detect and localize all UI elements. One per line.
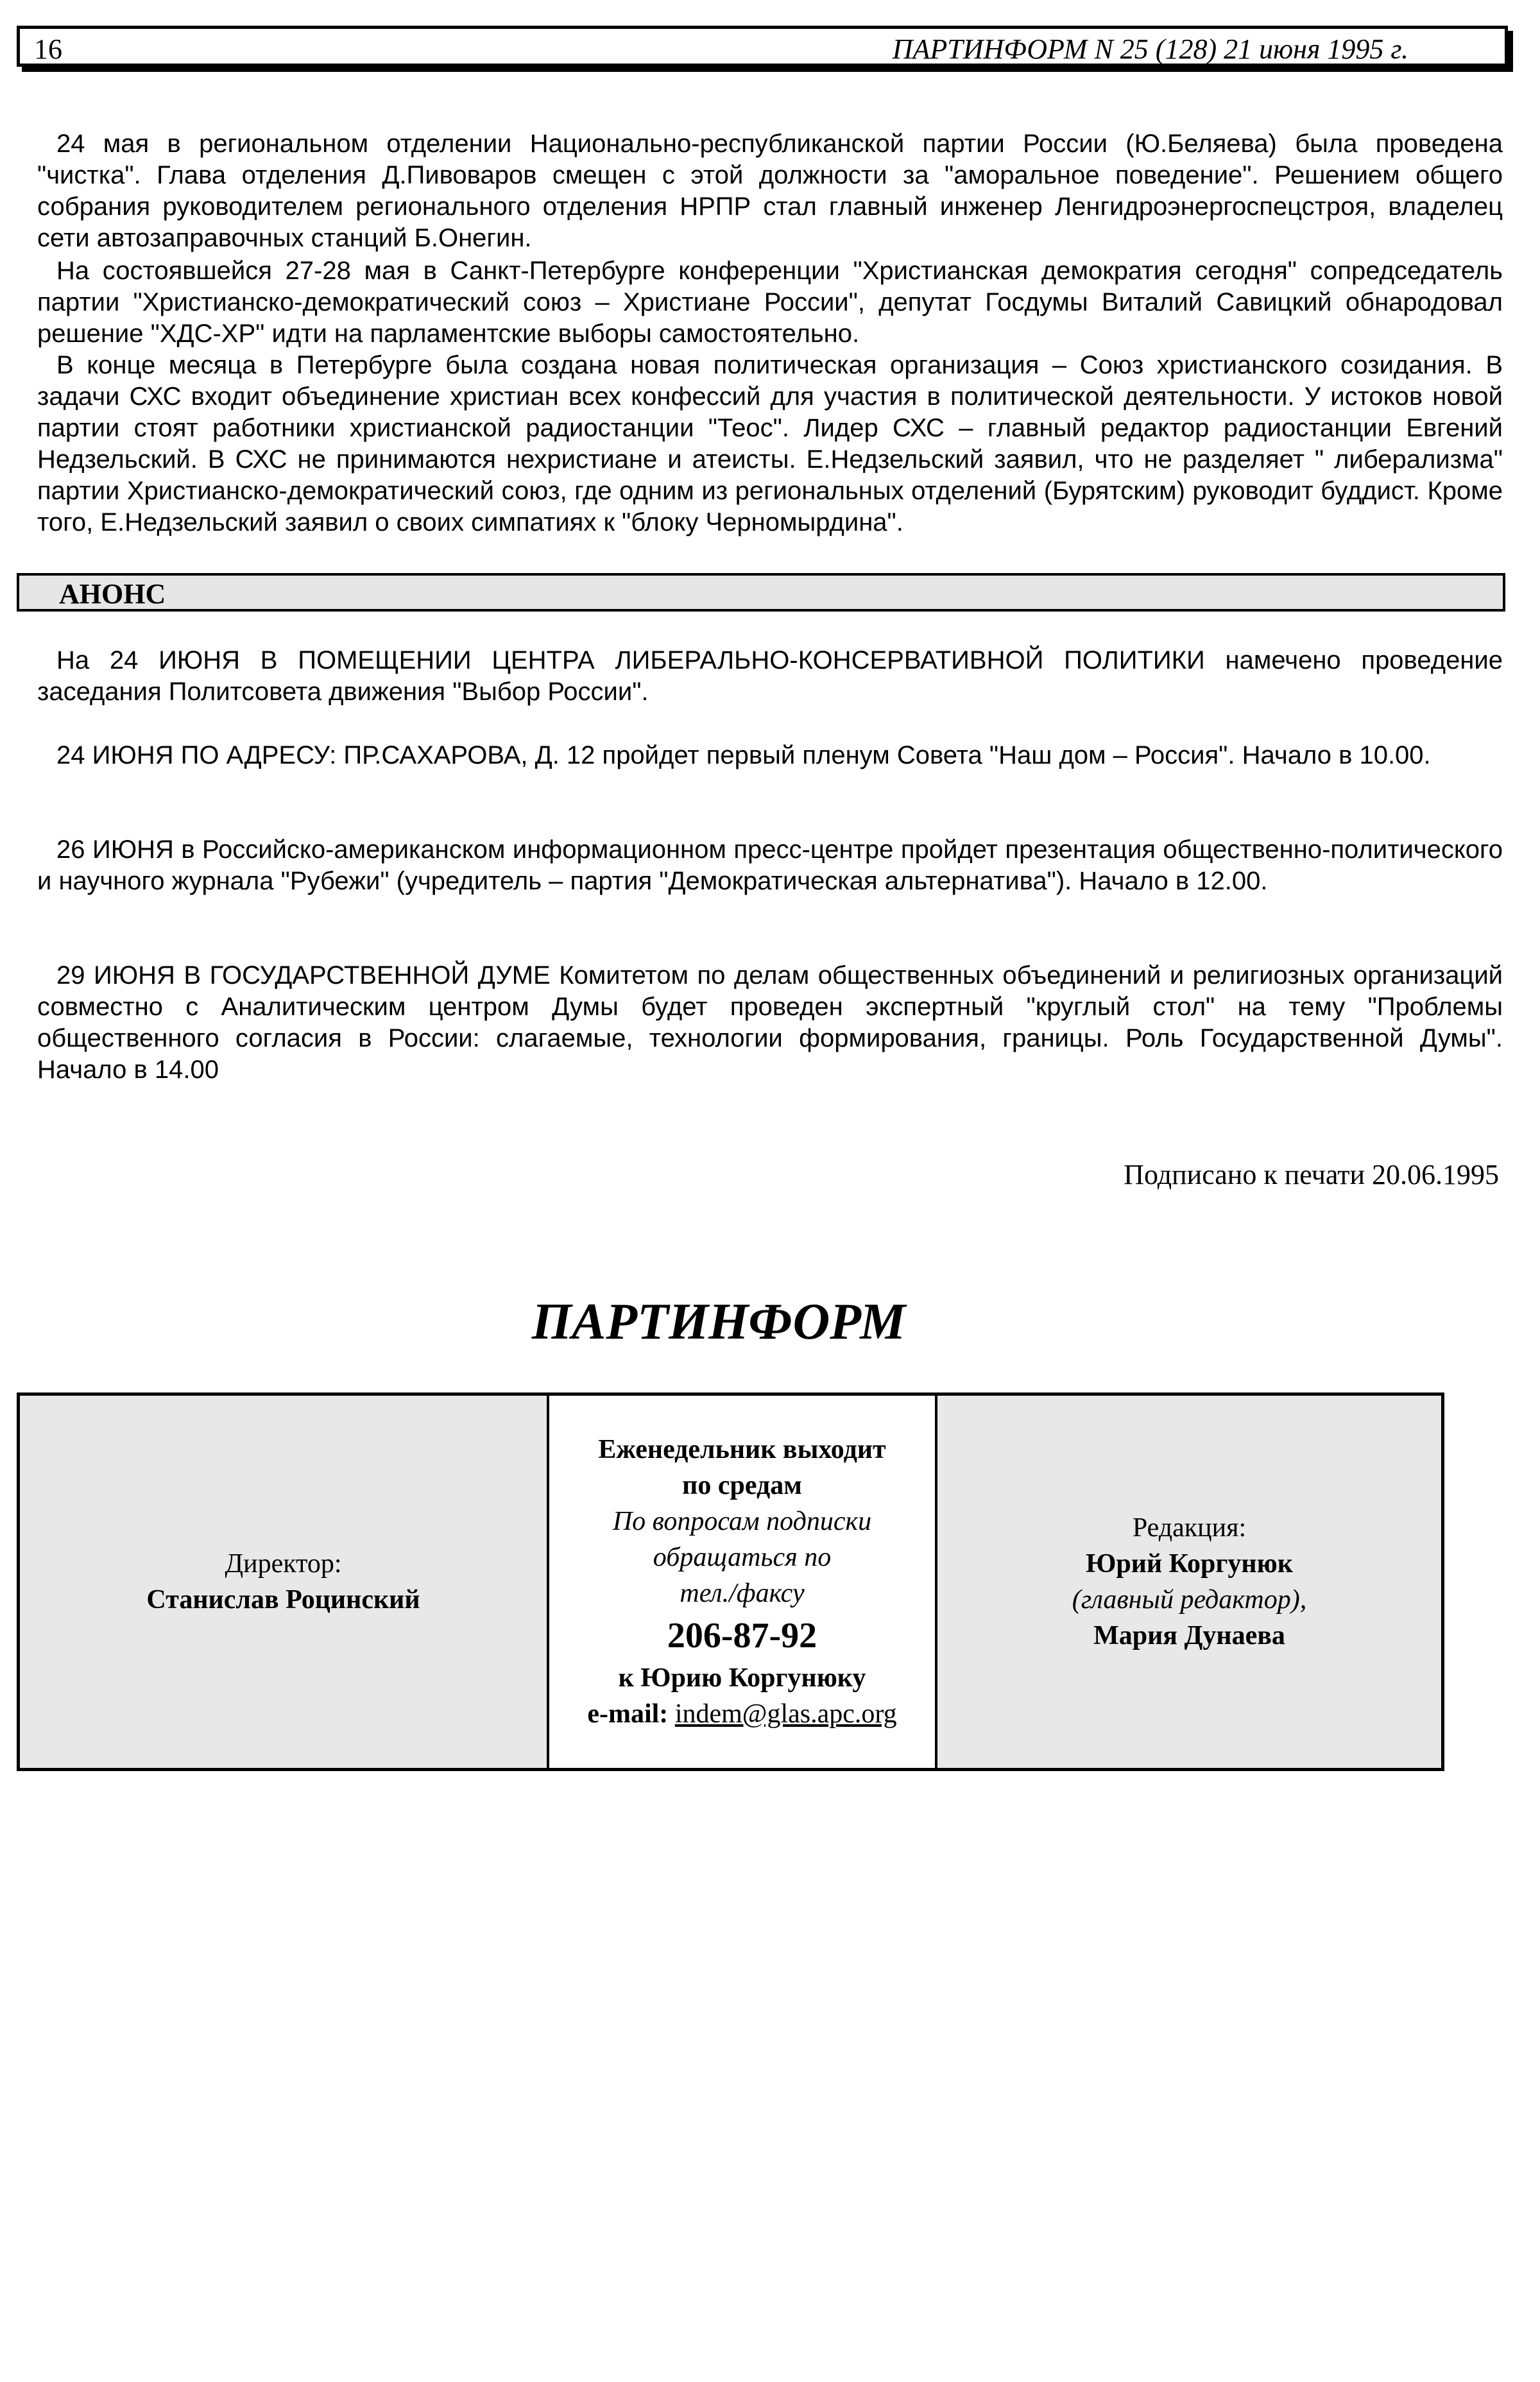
announcement-item-1: На 24 ИЮНЯ В ПОМЕЩЕНИИ ЦЕНТРА ЛИБЕРАЛЬНО-КОНСЕРВАТИВНОЙ ПОЛИТИКИ намечено проведение заседания Политсовета движения "Выбор России". — [37, 646, 1503, 706]
signed-for-print: Подписано к печати 20.06.1995 — [1124, 1159, 1499, 1190]
subscribe-line-3: тел./факсу — [680, 1579, 805, 1608]
page-number: 16 — [34, 33, 62, 65]
editor-role: (главный редактор), — [1072, 1585, 1307, 1615]
section-title: АНОНС — [59, 578, 166, 610]
masthead-title: ПАРТИНФОРМ — [531, 1294, 906, 1350]
editor-name: Юрий Коргунюк — [1086, 1549, 1293, 1579]
subscribe-line-2: обращаться по — [653, 1543, 832, 1572]
director-cell — [20, 1396, 549, 1768]
email-line — [587, 1696, 896, 1732]
issue-line: ПАРТИНФОРМ N 25 (128) 21 июня 1995 г. — [892, 33, 1408, 65]
editorial-label: Редакция: — [1132, 1513, 1247, 1543]
phone-number: 206-87-92 — [667, 1616, 817, 1656]
director-label: Директор: — [225, 1549, 342, 1579]
contact-person: к Юрию Коргунюку — [618, 1663, 866, 1693]
news-paragraph-2: На состоявшейся 27-28 мая в Санкт-Петербурге конференции "Христианская демократия сегодня" сопредседатель партии "Христианско-демократический союз – Христиане России", депутат Госдумы Виталий Савицкий обнародовал решение "ХДС-ХР" идти на парламентские выборы самостоятельно. — [37, 257, 1503, 348]
imprint-table — [17, 1392, 1444, 1771]
subscribe-line-1: По вопросам подписки — [612, 1507, 872, 1536]
editorial-cell — [937, 1396, 1441, 1768]
weekly-line-1: Еженедельник выходит — [598, 1435, 886, 1464]
weekly-line-2: по средам — [682, 1471, 802, 1500]
email-link[interactable]: indem@glas.apc.org — [674, 1699, 897, 1729]
news-paragraph-3: В конце месяца в Петербурге была создана новая политическая организация – Союз христианского созидания. В задачи СХС входит объединение христиан всех конфессий для участия в политической деятельности. У истоков новой партии стоят работники христианской радиостанции "Теос". Лидер СХС – главный редактор радиостанции Евгений Недзельский. В СХС не принимаются нехристиане и атеисты. Е.Недзельский заявил, что не разделяет " либерализма" партии Христианско-демократический союз, где одним из региональных отделений (Бурятским) руководит буддист. Кроме того, Е.Недзельский заявил о своих симпатиях к "блоку Черномырдина". — [37, 351, 1503, 536]
announcement-item-4: 29 ИЮНЯ В ГОСУДАРСТВЕННОЙ ДУМЕ Комитетом по делам общественных объединений и религиозных организаций совместно с Аналитическим центром Думы будет проведен экспертный "круглый стол" на тему "Проблемы общественного согласия в России: слагаемые, технологии формирования, границы. Роль Государственной Думы". Начало в 14.00 — [37, 961, 1503, 1084]
news-paragraph-1: 24 мая в региональном отделении Национально-республиканской партии России (Ю.Беляева) была проведена "чистка". Глава отделения Д.Пивоваров смещен с этой должности за "аморальное поведение". Решением общего собрания руководителем регионального отделения НРПР стал главный инженер Ленгидроэнергоспецстроя, владелец сети автозаправочных станций Б.Онегин. — [37, 130, 1503, 252]
email-label: e-mail: — [587, 1699, 669, 1729]
publication-cell — [549, 1396, 937, 1768]
announcement-item-3: 26 ИЮНЯ в Российско-американском информационном пресс-центре пройдет презентация общественно-политического и научного журнала "Рубежи" (учредитель – партия "Демократическая альтернатива"). Начало в 12.00. — [37, 835, 1503, 895]
announcement-item-2: 24 ИЮНЯ ПО АДРЕСУ: ПР.САХАРОВА, Д. 12 пройдет первый пленум Совета "Наш дом – Россия". Начало в 10.00. — [56, 741, 1431, 769]
director-name: Станислав Роцинский — [146, 1585, 420, 1615]
editor2-name: Мария Дунаева — [1093, 1621, 1285, 1650]
announcement-section-bar — [17, 573, 1505, 612]
page-header — [17, 26, 1508, 67]
